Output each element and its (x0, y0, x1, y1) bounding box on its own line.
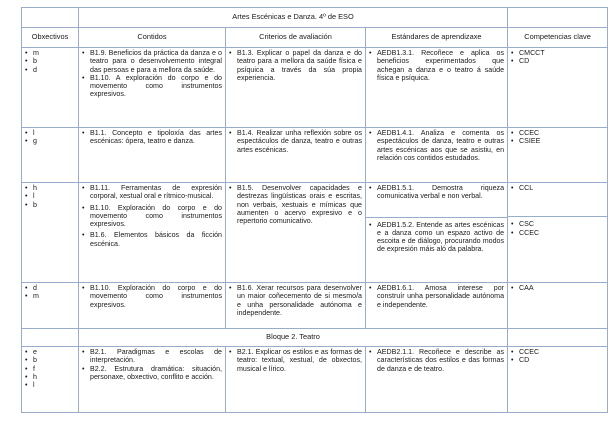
competence-item: • CAA (511, 284, 604, 292)
curriculum-table (21, 7, 608, 413)
competence-item: • CMCCT (511, 49, 604, 57)
objective-item: • g (25, 137, 75, 145)
competence-item: • CCL (511, 184, 604, 192)
table-row (22, 48, 608, 128)
objective-item: • d (25, 66, 75, 74)
criterion-item: • B2.1. Explicar os estilos e as formas de teatro: textual, xestual, de obxectos, musical e lírico. (229, 348, 362, 373)
contents-cell (79, 128, 226, 183)
block-title-row (22, 329, 608, 347)
objectives-cell (22, 283, 79, 329)
header-contents: Contidos (79, 28, 226, 48)
objective-item: • b (25, 201, 75, 209)
content-item: • B1.10. Exploración do corpo e do movemento como instrumentos expresivos. (82, 284, 222, 309)
content-item: • B2.1. Paradigmas e escolas de interpretación. (82, 348, 222, 365)
block-title-spacer-right (508, 329, 608, 347)
content-item: • B1.11. Ferramentas de expresión corporal, xestual oral e rítmico-musical. (82, 184, 222, 201)
objective-item: • l (25, 381, 75, 389)
objectives-cell (22, 128, 79, 183)
contents-cell (79, 183, 226, 283)
content-item: • B1.1. Concepto e tipoloxía das artes escénicas: ópera, teatro e danza. (82, 129, 222, 146)
competences-cell (508, 347, 608, 413)
title-spacer (22, 8, 79, 28)
header-criteria: Criterios de avaliación (226, 28, 366, 48)
table-row (22, 347, 608, 413)
objective-item: • b (25, 57, 75, 65)
standard-item: • AEDB1.3.1. Recoñece e aplica os beneficios experimentados que achegan a danza e o teatro á saúde física e psíquica. (369, 49, 504, 82)
standard-divider (366, 217, 507, 254)
title-row (22, 8, 608, 28)
competence-item: • CCEC (511, 129, 604, 137)
content-item: • B1.6. Elementos básicos da ficción escénica. (82, 231, 222, 248)
competence-item: • CSIEE (511, 137, 604, 145)
competence-item: • CCEC (511, 348, 604, 356)
standard-item: • AEDB2.1.1. Recoñece e describe as características dos estilos e das formas de danza e de teatro. (369, 348, 504, 373)
content-item: • B2.2. Estrutura dramática: situación, personaxe, obxectivo, conflito e acción. (82, 365, 222, 382)
table-title: Artes Escénicas e Danza. 4º de ESO (79, 8, 508, 28)
objectives-cell (22, 183, 79, 283)
header-objectives: Obxectivos (22, 28, 79, 48)
standards-cell (366, 183, 508, 283)
objectives-cell (22, 347, 79, 413)
competences-cell (508, 128, 608, 183)
content-item: • B1.10. Exploración do corpo e do movemento como instrumentos expresivos. (82, 204, 222, 229)
objective-item: • l (25, 129, 75, 137)
standards-cell (366, 283, 508, 329)
header-competences: Competencias clave (508, 28, 608, 48)
objective-item: • m (25, 292, 75, 300)
standard-item: • AEDB1.5.1. Demostra riqueza comunicativa verbal e non verbal. (369, 184, 504, 201)
objective-item: • b (25, 356, 75, 364)
objective-item: • f (25, 365, 75, 373)
header-row (22, 28, 608, 48)
competence-divider (508, 216, 607, 237)
content-item: • B1.9. Beneficios da práctica da danza e o teatro para o desenvolvemento integral das persoas e para a mellora da saúde. (82, 49, 222, 74)
block-title-spacer (22, 329, 79, 347)
criterion-item: • B1.4. Realizar unha reflexión sobre os espectáculos de danza, teatro e outras artes escénicas. (229, 129, 362, 154)
header-standards: Estándares de aprendizaxe (366, 28, 508, 48)
standard-item: • AEDB1.6.1. Amosa interese por construír unha personalidade autónoma e independente. (369, 284, 504, 309)
standards-cell (366, 48, 508, 128)
standards-cell (366, 347, 508, 413)
table-row (22, 283, 608, 329)
criteria-cell (226, 128, 366, 183)
competences-cell (508, 183, 608, 283)
objective-item: • h (25, 184, 75, 192)
objective-item: • h (25, 373, 75, 381)
curriculum-table-sheet (21, 7, 607, 413)
competence-item: • CSC (511, 220, 604, 228)
objectives-cell (22, 48, 79, 128)
table-row (22, 128, 608, 183)
contents-cell (79, 347, 226, 413)
criterion-item: • B1.6. Xerar recursos para desenvolver un maior coñecemento de si mesmo/a e unha personalidade autónoma e independente. (229, 284, 362, 317)
objective-item: • l (25, 192, 75, 200)
contents-cell (79, 48, 226, 128)
title-spacer-right (508, 8, 608, 28)
competences-cell (508, 283, 608, 329)
criteria-cell (226, 283, 366, 329)
competence-item: • CD (511, 356, 604, 364)
block-title: Bloque 2. Teatro (79, 329, 508, 347)
competence-item: • CCEC (511, 229, 604, 237)
criteria-cell (226, 347, 366, 413)
contents-cell (79, 283, 226, 329)
competence-item: • CD (511, 57, 604, 65)
objective-item: • m (25, 49, 75, 57)
table-row (22, 183, 608, 283)
standard-item: • AEDB1.5.2. Entende as artes escénicas e a danza como un espazo activo de escoita e de diálogo, procurando modos de expresión máis aló da palabra. (369, 221, 504, 254)
standards-cell (366, 128, 508, 183)
objective-item: • e (25, 348, 75, 356)
criterion-item: • B1.3. Explicar o papel da danza e do teatro para a mellora da saúde física e psíquica a través da súa propia experiencia. (229, 49, 362, 82)
standard-item: • AEDB1.4.1. Analiza e comenta os espectáculos de danza, teatro e outras artes escénicas aos que se asistiu, en relación cos contidos estudados. (369, 129, 504, 162)
competences-cell (508, 48, 608, 128)
criteria-cell (226, 183, 366, 283)
criterion-item: • B1.5. Desenvolver capacidades e destrezas lingüísticas orais e escritas, non verbais, xestuais e mímicas que aumenten o acervo expresivo e o repertorio comunicativo. (229, 184, 362, 225)
content-item: • B1.10. A exploración do corpo e do movemento como instrumentos expresivos. (82, 74, 222, 99)
criteria-cell (226, 48, 366, 128)
objective-item: • d (25, 284, 75, 292)
